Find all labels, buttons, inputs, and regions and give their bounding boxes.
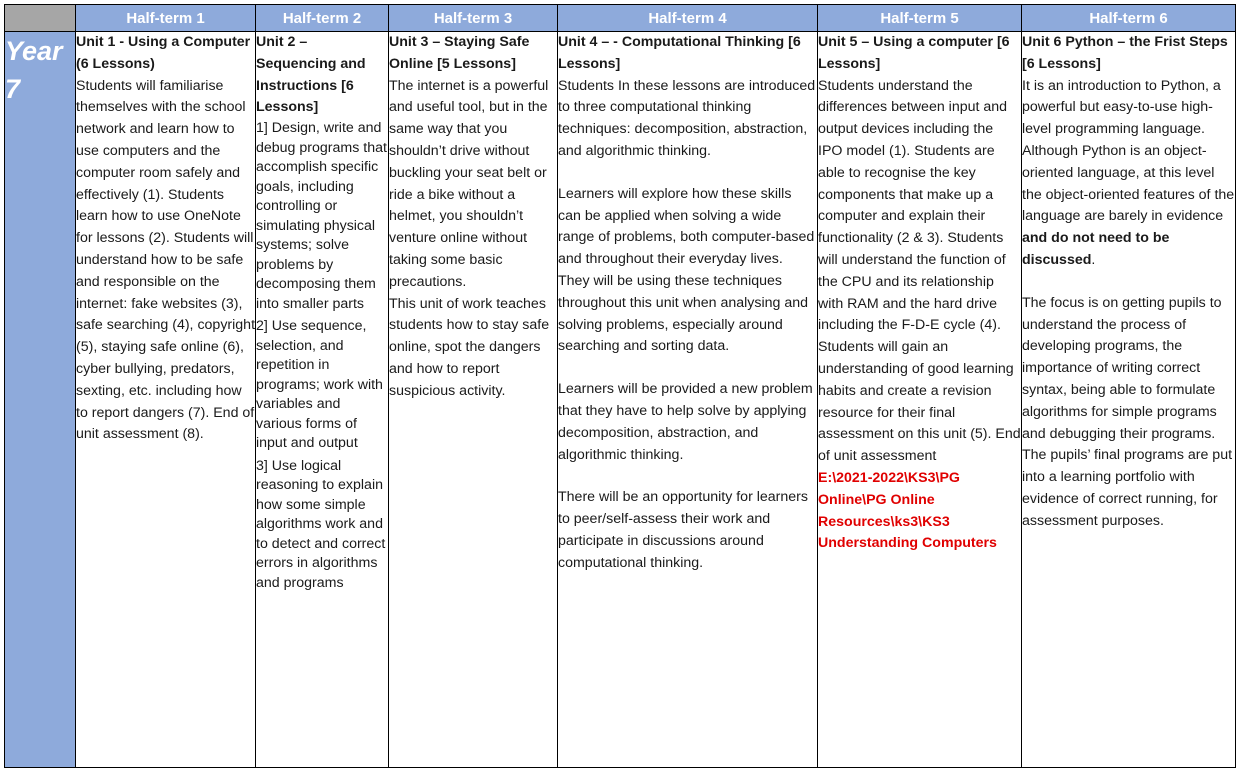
unit-4-title: Unit 4 – - Computational Thinking [6 Lessons]	[558, 34, 801, 72]
unit-5-title: Unit 5 – Using a computer [6 Lessons]	[818, 34, 1010, 72]
unit-4-para-1: Students In these lessons are introduced to three computational thinking techniques: decomposition, abstraction, and algorithmic thinking.	[558, 77, 816, 159]
unit-1-title: Unit 1 - Using a Computer (6 Lessons)	[76, 34, 251, 72]
header-row	[5, 5, 1236, 32]
year-7-row	[5, 32, 1236, 768]
unit-3-para-1: The internet is a powerful and useful tool, but in the same way that you shouldn’t drive without buckling your seat belt or ride a bike without a helmet, you shouldn’t venture online without taking some basic precautions.	[389, 77, 549, 290]
unit-4-para-2: Learners will explore how these skills can be applied when solving a wide range of problems, both computer-based and throughout their everyday lives. They will be using these techniques throughout this unit when analysing and solving problems, especially around searching and sorting data.	[558, 185, 815, 355]
half-term-6-cell	[1022, 32, 1236, 768]
unit-6-para-1-text: It is an introduction to Python, a powerful but easy-to-use high-level programming language. Although Python is an object-oriented language, at this level the object-oriented features of the language are barely in evidence	[1022, 77, 1235, 225]
half-term-1-cell	[76, 32, 256, 768]
unit-6-para-1	[1022, 76, 1235, 272]
unit-6-para-1-end: .	[1091, 251, 1096, 268]
unit-2-title: Unit 2 – Sequencing and Instructions [6 Lessons]	[256, 34, 366, 116]
unit-6-para-1-bold: and do not need to be discussed	[1022, 230, 1170, 268]
unit-6-title: Unit 6 Python – the Frist Steps [6 Lessons]	[1022, 34, 1228, 72]
unit-3-para-2: This unit of work teaches students how to stay safe online, spot the dangers and how to report suspicious activity.	[389, 295, 550, 399]
half-term-5-cell	[818, 32, 1022, 768]
unit-3-title: Unit 3 – Staying Safe Online [5 Lessons]	[389, 34, 530, 72]
year-label: Year 7	[5, 32, 76, 768]
unit-5-body: Students understand the differences between input and output devices including the IPO model (1). Students are able to recognise the key components that make up a computer and explain their functionality (2 & 3). Students will understand the function of the CPU and its relationship with RAM and the hard drive including the F-D-E cycle (4). Students will gain an understanding of good learning habits and create a revision resource for their final assessment on this unit (5). End of unit assessment	[818, 77, 1021, 465]
half-term-3-header: Half-term 3	[389, 5, 558, 32]
half-term-5-header: Half-term 5	[818, 5, 1022, 32]
half-term-6-header: Half-term 6	[1022, 5, 1236, 32]
unit-4-para-4: There will be an opportunity for learners to peer/self-assess their work and participate in discussions around computational thinking.	[558, 489, 808, 571]
corner-cell	[5, 5, 76, 32]
unit-2-item-3: 3] Use logical reasoning to explain how some simple algorithms work and to detect and correct errors in algorithms and programs	[256, 457, 386, 591]
unit-2-item-1: 1] Design, write and debug programs that accomplish specific goals, including controlling or simulating physical systems; solve problems by decomposing them into smaller parts	[256, 120, 387, 312]
half-term-3-cell	[389, 32, 558, 768]
curriculum-table	[4, 4, 1236, 768]
half-term-4-header: Half-term 4	[558, 5, 818, 32]
unit-1-body: Students will familiarise themselves with the school network and learn how to use computers and the computer room safely and effectively (1). Students learn how to use OneNote for lessons (2). Students will understand how to be safe and responsible on the internet: fake websites (3), safe searching (4), copyright (5), staying safe online (6), cyber bullying, predators, sexting, etc. including how to report dangers (7). End of unit assessment (8).	[76, 77, 256, 443]
half-term-4-cell	[558, 32, 818, 768]
half-term-2-cell	[256, 32, 389, 768]
resource-path: E:\2021-2022\KS3\PG Online\PG Online Resources\ks3\KS3 Understanding Computers	[818, 469, 997, 552]
half-term-2-header: Half-term 2	[256, 5, 389, 32]
half-term-1-header: Half-term 1	[76, 5, 256, 32]
unit-2-item-2: 2] Use sequence, selection, and repetition in programs; work with variables and various forms of input and output	[256, 318, 383, 452]
unit-6-para-2: The focus is on getting pupils to understand the process of developing programs, the importance of writing correct syntax, being able to formulate algorithms for simple programs and debugging their programs. The pupils’ final programs are put into a learning portfolio with evidence of correct running, for assessment purposes.	[1022, 294, 1233, 529]
unit-4-para-3: Learners will be provided a new problem that they have to help solve by applying decomposition, abstraction, and algorithmic thinking.	[558, 381, 813, 463]
